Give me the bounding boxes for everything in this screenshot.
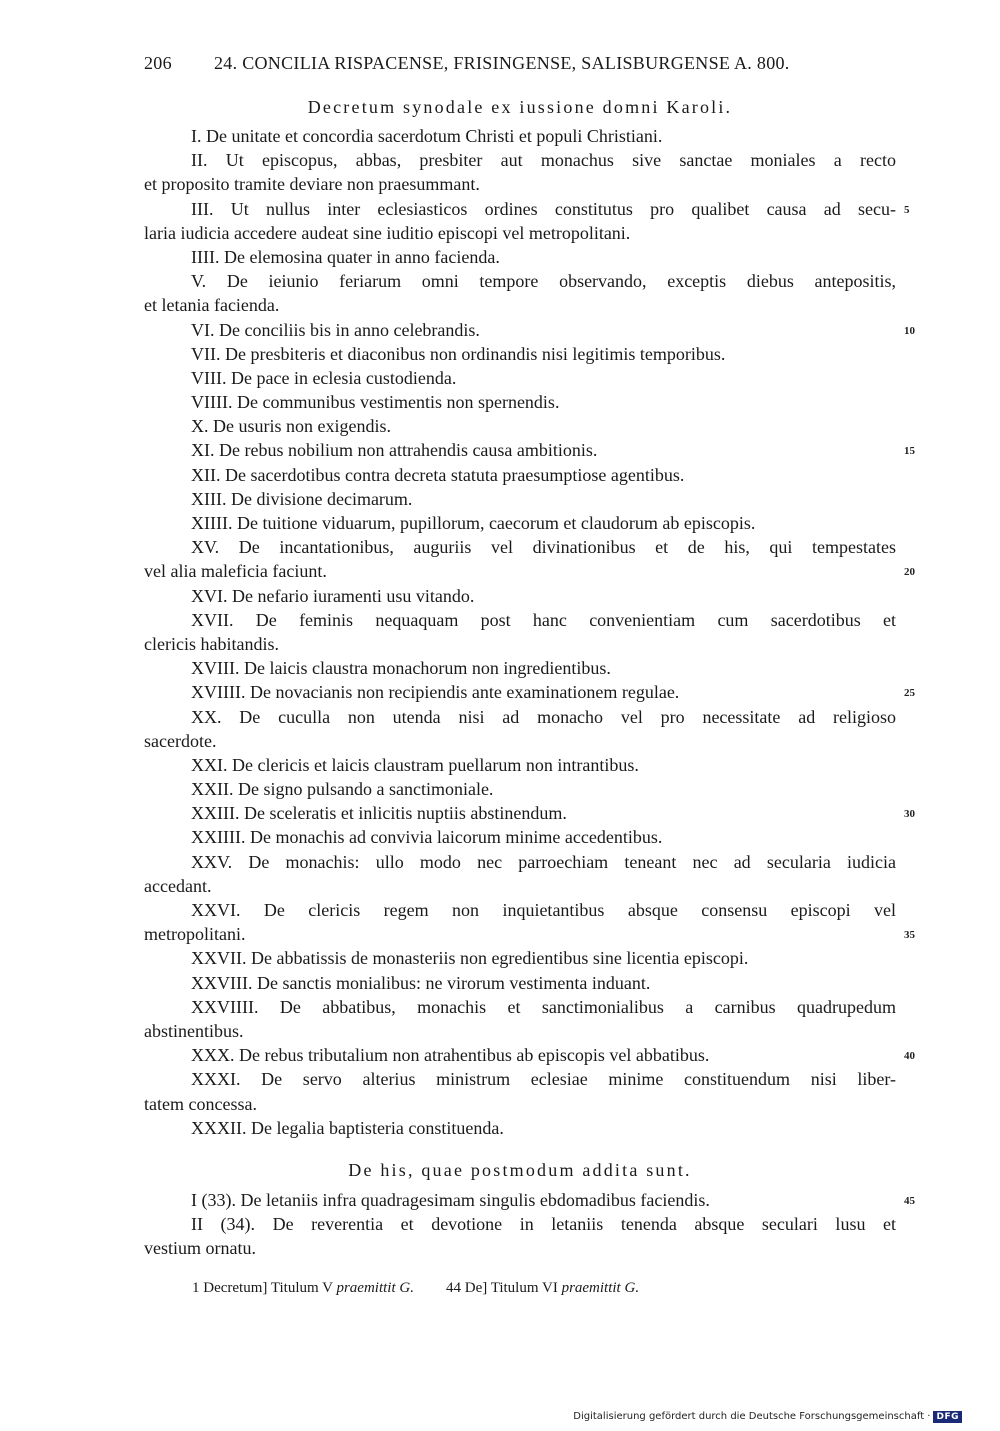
line-text: XIII. De divisione decimarum. xyxy=(191,488,413,509)
text-line xyxy=(144,559,915,583)
line-number: 15 xyxy=(904,445,915,458)
page-number: 206 xyxy=(144,53,172,73)
text-line xyxy=(144,922,915,946)
line-number: 45 xyxy=(904,1195,915,1207)
footnote-2: 44 De] Titulum VI praemittit G. xyxy=(445,1280,640,1296)
text-line xyxy=(144,995,896,1019)
text-line xyxy=(144,1043,915,1067)
text-line xyxy=(144,293,896,317)
footnote-1: 1 Decretum] Titulum V praemittit G. xyxy=(192,1280,414,1296)
line-text: XVII. De feminis nequaquam post hanc convenientiam cum sacerdotibus et xyxy=(191,609,896,630)
line-text: XXII. De signo pulsando a sanctimoniale. xyxy=(191,779,494,800)
line-text: accedant. xyxy=(144,875,212,896)
line-text: sacerdote. xyxy=(144,730,217,751)
line-number: 30 xyxy=(904,808,915,821)
line-text: XXXI. De servo alterius ministrum eclesiae minime constituendum nisi liber- xyxy=(191,1069,896,1090)
dfg-logo: DFG xyxy=(933,1411,962,1423)
line-number: 20 xyxy=(904,566,915,579)
section-title-decretum: Decretum synodale ex iussione domni Karoli. xyxy=(307,97,733,117)
line-text: V. De ieiunio feriarum omni tempore observando, exceptis diebus antepositis, xyxy=(191,271,896,292)
text-line xyxy=(144,342,896,366)
text-line xyxy=(144,1212,896,1236)
line-text: XV. De incantationibus, auguriis vel divinationibus et de his, qui tempestates xyxy=(191,537,896,558)
line-text: XIIII. De tuitione viduarum, pupillorum, caecorum et claudorum ab episcopis. xyxy=(191,513,756,533)
text-line xyxy=(144,680,915,704)
line-text: I (33). De letaniis infra quadragesimam singulis ebdomadibus faciendis. xyxy=(191,1190,710,1210)
text-line xyxy=(144,148,896,172)
text-line xyxy=(144,777,896,801)
text-line xyxy=(144,1188,915,1212)
line-number: 35 xyxy=(904,929,915,942)
line-text: IIII. De elemosina quater in anno facienda. xyxy=(191,246,500,267)
text-line xyxy=(144,705,896,729)
text-line xyxy=(144,269,896,293)
line-text: I. De unitate et concordia sacerdotum Christi et populi Christiani. xyxy=(191,126,663,146)
text-line xyxy=(144,632,896,656)
text-line xyxy=(144,366,896,390)
line-text: XXX. De rebus tributalium non atrahentibus ab episcopis vel abbatibus. xyxy=(191,1045,710,1066)
text-line xyxy=(144,825,896,849)
line-text: II (34). De reverentia et devotione in letaniis tenenda absque seculari lusu et xyxy=(191,1214,896,1235)
line-text: VII. De presbiteris et diaconibus non ordinandis nisi legitimis temporibus. xyxy=(191,343,726,364)
line-text: vel alia maleficia faciunt. xyxy=(144,561,327,582)
line-text: XXVIIII. De abbatibus, monachis et sanctimonialibus a carnibus quadrupedum xyxy=(191,996,896,1017)
line-text: XII. De sacerdotibus contra decreta statuta praesumptiose agentibus. xyxy=(191,464,685,485)
text-line xyxy=(144,390,896,414)
text-line xyxy=(144,898,896,922)
text-line xyxy=(144,1116,896,1140)
line-text: laria iudicia accedere audeat sine iuditio episcopi vel metropolitani. xyxy=(144,222,631,243)
text-line xyxy=(144,608,896,632)
text-line xyxy=(144,197,910,221)
text-line xyxy=(144,584,896,608)
line-text: XVIIII. De novacianis non recipiendis ante examinationem regulae. xyxy=(191,682,680,703)
text-line xyxy=(144,753,896,777)
line-text: III. Ut nullus inter eclesiasticos ordines constitutus pro qualibet causa ad secu- xyxy=(191,198,896,219)
line-number: 25 xyxy=(904,687,915,700)
line-text: VI. De conciliis bis in anno celebrandis. xyxy=(191,319,480,340)
footnotes xyxy=(192,1280,639,1297)
line-text: XVIII. De laicis claustra monachorum non ingredientibus. xyxy=(191,658,611,679)
line-text: XXXII. De legalia baptisteria constituenda. xyxy=(191,1117,504,1138)
line-number: 5 xyxy=(904,203,910,216)
line-text: XXVI. De clericis regem non inquietantibus absque consensu episcopi vel xyxy=(191,900,896,920)
text-line xyxy=(144,318,915,342)
text-line xyxy=(144,850,896,874)
line-text: X. De usuris non exigendis. xyxy=(191,416,391,437)
section-title-addita: De his, quae postmodum addita sunt. xyxy=(348,1160,692,1180)
text-line xyxy=(144,487,896,511)
text-line xyxy=(144,971,896,995)
line-text: XXVII. De abbatissis de monasteriis non egredientibus sine licentia episcopi. xyxy=(191,948,749,969)
text-line xyxy=(144,414,896,438)
line-text: XXV. De monachis: ullo modo nec parroechiam teneant nec ad secularia iudicia xyxy=(191,851,896,872)
text-line xyxy=(144,221,896,245)
line-text: II. Ut episcopus, abbas, presbiter aut monachus sive sanctae moniales a recto xyxy=(191,150,896,171)
line-text: abstinentibus. xyxy=(144,1020,244,1041)
line-text: et letania facienda. xyxy=(144,295,280,316)
line-text: tatem concessa. xyxy=(144,1093,257,1114)
digitization-credit: Digitalisierung gefördert durch die Deutsche Forschungsgemeinschaft · DFG xyxy=(573,1411,962,1423)
line-text: XXIII. De sceleratis et inlicitis nuptiis abstinendum. xyxy=(191,803,567,824)
text-line xyxy=(144,1092,896,1116)
text-line xyxy=(144,124,896,148)
line-number: 10 xyxy=(904,324,915,337)
text-line xyxy=(144,1067,896,1091)
addendum-list xyxy=(144,1188,915,1261)
chapter-list xyxy=(144,124,915,1140)
text-line xyxy=(144,729,896,753)
line-text: et proposito tramite deviare non praesummant. xyxy=(144,174,480,195)
line-text: XVI. De nefario iuramenti usu vitando. xyxy=(191,585,475,606)
line-text: XXIIII. De monachis ad convivia laicorum minime accedentibus. xyxy=(191,827,663,848)
text-line xyxy=(144,801,915,825)
line-text: VIIII. De communibus vestimentis non spernendis. xyxy=(191,392,560,413)
text-line xyxy=(144,172,896,196)
text-line xyxy=(144,245,896,269)
line-text: metropolitani. xyxy=(144,924,246,945)
text-line xyxy=(144,438,915,462)
text-line xyxy=(144,1236,896,1260)
text-line xyxy=(144,511,896,535)
line-text: XXI. De clericis et laicis claustram puellarum non intrantibus. xyxy=(191,754,639,775)
running-header xyxy=(144,53,844,74)
running-title: 24. CONCILIA RISPACENSE, FRISINGENSE, SALISBURGENSE A. 800. xyxy=(214,53,790,73)
text-line xyxy=(144,1019,896,1043)
line-text: XX. De cuculla non utenda nisi ad monacho vel pro necessitate ad religioso xyxy=(191,706,896,727)
text-line xyxy=(144,535,896,559)
text-line xyxy=(144,463,896,487)
text-line xyxy=(144,874,896,898)
text-line xyxy=(144,656,896,680)
text-line xyxy=(144,946,896,970)
line-text: XI. De rebus nobilium non attrahendis causa ambitionis. xyxy=(191,440,598,461)
line-text: clericis habitandis. xyxy=(144,633,279,654)
line-text: vestium ornatu. xyxy=(144,1238,256,1259)
line-number: 40 xyxy=(904,1050,915,1063)
line-text: VIII. De pace in eclesia custodienda. xyxy=(191,367,457,388)
line-text: XXVIII. De sanctis monialibus: ne virorum vestimenta induant. xyxy=(191,972,651,993)
